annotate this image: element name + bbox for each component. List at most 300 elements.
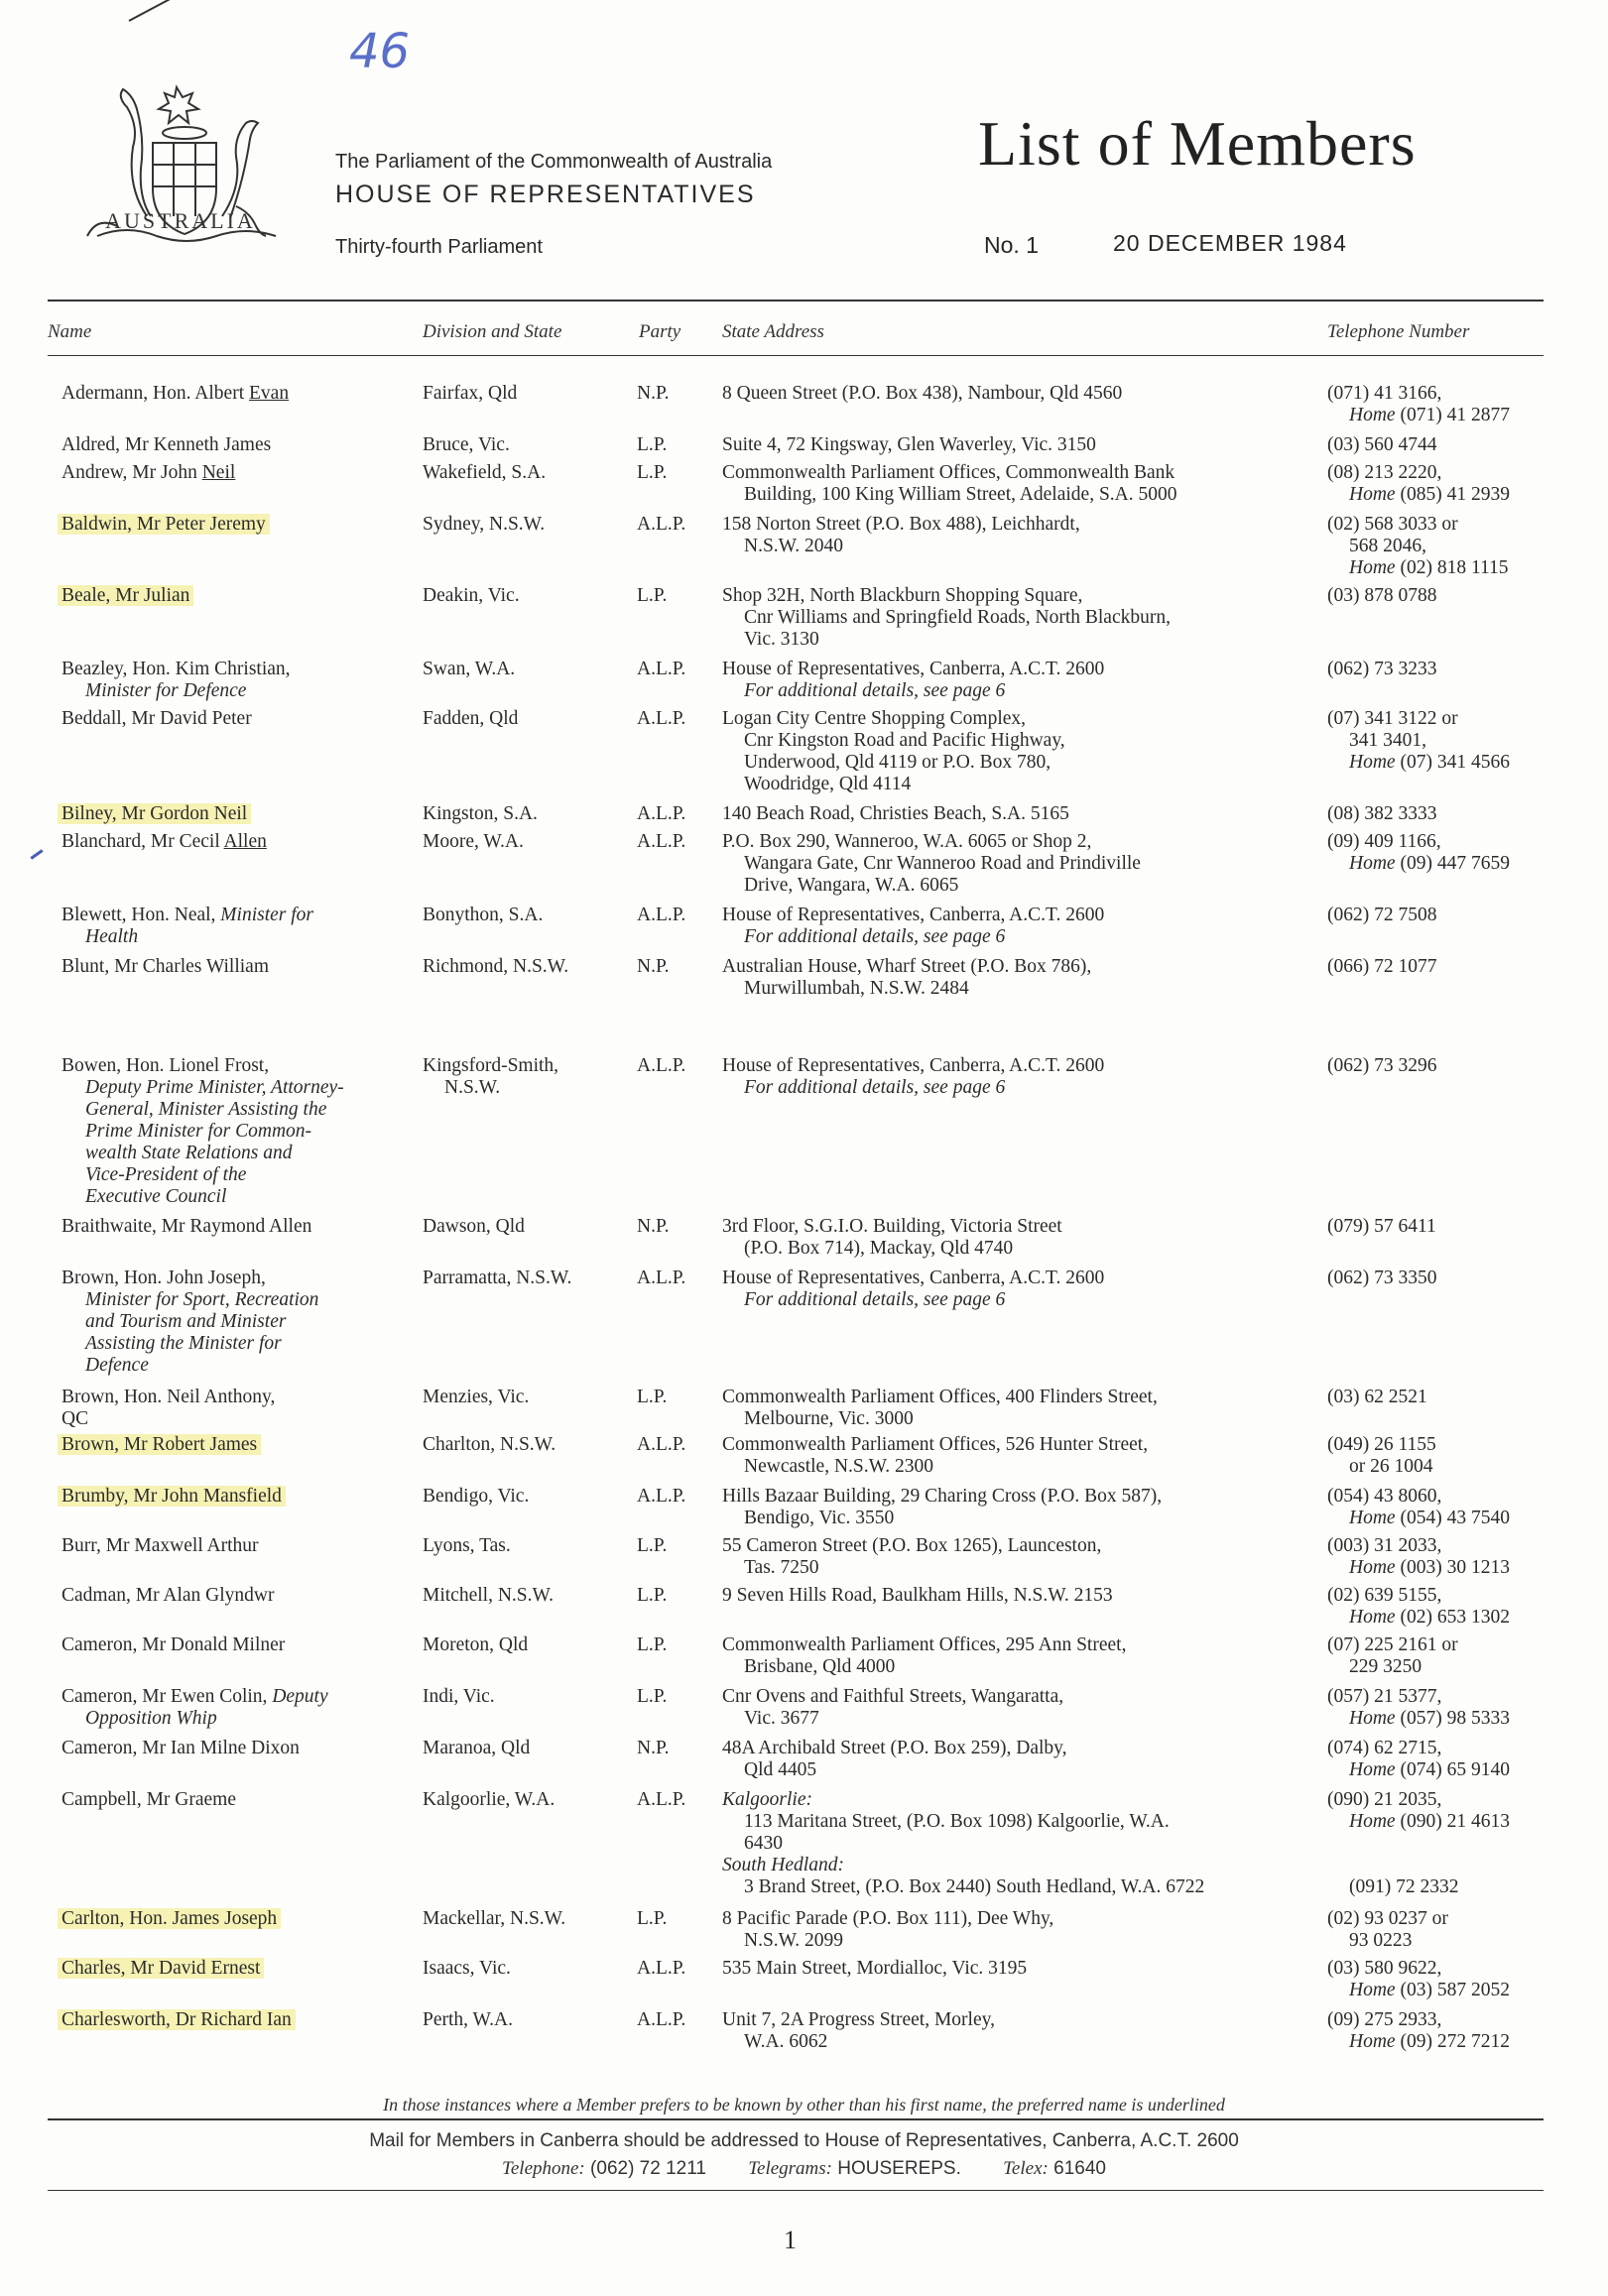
member-name: Adermann, Hon. Albert Evan: [62, 383, 290, 404]
home-label: Home: [1349, 1708, 1396, 1729]
member-name: Cameron, Mr Ian Milne Dixon: [62, 1738, 300, 1758]
address-line: House of Representatives, Canberra, A.C.T. 2600: [722, 1268, 1105, 1288]
division-cell: [423, 1486, 621, 1508]
member-name-cell: [62, 905, 419, 948]
address-line: House of Representatives, Canberra, A.C.T. 2600: [722, 659, 1105, 679]
division-line: Menzies, Vic.: [423, 1387, 530, 1407]
member-name: Blanchard, Mr Cecil Allen: [62, 831, 267, 852]
party-cell: N.P.: [637, 383, 670, 404]
telephone-cell: [1327, 1535, 1565, 1579]
home-label: Home: [1349, 1811, 1396, 1832]
telephone-line: (062) 73 3296: [1327, 1055, 1437, 1076]
address-line: 158 Norton Street (P.O. Box 488), Leichhardt,: [722, 514, 1080, 535]
member-name-cell: [62, 434, 419, 456]
party-cell: A.L.P.: [637, 708, 686, 729]
telephone-cell: [1327, 831, 1565, 875]
member-name: Bowen, Hon. Lionel Frost,: [62, 1055, 270, 1076]
division-cell: [423, 1434, 621, 1456]
address-cell: [722, 1908, 1307, 1952]
address-cell: [722, 1535, 1307, 1579]
party-cell: A.L.P.: [637, 1486, 686, 1507]
member-title-inline: Minister for: [220, 905, 314, 925]
address-line: House of Representatives, Canberra, A.C.T. 2600: [722, 1055, 1105, 1076]
telex-value: 61640: [1053, 2158, 1106, 2179]
telephone-cell: [1327, 2009, 1565, 2053]
address-line: 140 Beach Road, Christies Beach, S.A. 5165: [722, 803, 1069, 824]
telephone-cell: [1327, 956, 1565, 978]
division-cell: [423, 462, 621, 484]
member-name: Campbell, Mr Graeme: [62, 1789, 236, 1810]
telephone-line: (07) 225 2161 or: [1327, 1634, 1458, 1655]
party-cell: L.P.: [637, 1634, 668, 1655]
telephone-cell: [1327, 434, 1565, 456]
telephone-cell: [1327, 1634, 1565, 1678]
party-cell: L.P.: [637, 1387, 668, 1407]
address-line: Vic. 3677: [744, 1708, 819, 1729]
pen-stroke: [129, 0, 235, 22]
address-line: Commonwealth Parliament Offices, 295 Ann Street,: [722, 1634, 1127, 1655]
address-line: Cnr Ovens and Faithful Streets, Wangaratta,: [722, 1686, 1064, 1707]
crest-label: AUSTRALIA: [105, 208, 256, 233]
member-name: Beale, Mr Julian: [58, 585, 193, 606]
member-name-cell: [62, 659, 419, 702]
address-cell: [722, 1387, 1307, 1430]
coat-of-arms-icon: [58, 67, 317, 266]
column-header-rule: [48, 355, 1544, 356]
telephone-line: (02) 568 3033 or: [1327, 514, 1458, 535]
telephone-cell: [1327, 1387, 1565, 1408]
address-cell: [722, 1634, 1307, 1678]
address-line: For additional details, see page 6: [744, 926, 1006, 947]
party-cell: L.P.: [637, 1908, 668, 1929]
telephone-line: or 26 1004: [1349, 1456, 1433, 1477]
member-office: General, Minister Assisting the: [85, 1099, 327, 1120]
document-date: 20 DECEMBER 1984: [1113, 230, 1347, 256]
telephone-cell: [1327, 514, 1565, 579]
telephone-line: Home (02) 653 1302: [1349, 1607, 1510, 1628]
telephone-line: (02) 93 0237 or: [1327, 1908, 1448, 1929]
address-line: South Hedland:: [722, 1855, 844, 1875]
telephone-cell: [1327, 1055, 1565, 1077]
telephone-line: (07) 341 3122 or: [1327, 708, 1458, 729]
address-line: 9 Seven Hills Road, Baulkham Hills, N.S.W. 2153: [722, 1585, 1113, 1606]
telegrams-label: Telegrams:: [748, 2158, 832, 2179]
address-line: Qld 4405: [744, 1759, 817, 1780]
home-label: Home: [1349, 1759, 1396, 1780]
telephone-line: 568 2046,: [1349, 536, 1426, 556]
member-name-cell: [62, 1738, 419, 1759]
member-name: Brown, Hon. John Joseph,: [62, 1268, 266, 1288]
address-line: Australian House, Wharf Street (P.O. Box 786),: [722, 956, 1092, 977]
address-line: Drive, Wangara, W.A. 6065: [744, 875, 959, 896]
member-name-cell: [62, 1958, 419, 1980]
address-line: Tas. 7250: [744, 1557, 819, 1578]
division-line: Kingston, S.A.: [423, 803, 538, 824]
address-cell: [722, 905, 1307, 948]
member-name: Cameron, Mr Donald Milner: [62, 1634, 286, 1655]
division-line: Bendigo, Vic.: [423, 1486, 530, 1507]
telephone-line: Home (085) 41 2939: [1349, 484, 1510, 505]
member-name: Brumby, Mr John Mansfield: [58, 1486, 286, 1507]
address-cell: [722, 1585, 1307, 1607]
address-line: Commonwealth Parliament Offices, 526 Hunter Street,: [722, 1434, 1149, 1455]
telex-label: Telex:: [1003, 2158, 1049, 2179]
telephone-line: (09) 275 2933,: [1327, 2009, 1442, 2030]
telephone-line: Home (07) 341 4566: [1349, 752, 1510, 773]
division-cell: [423, 1789, 621, 1811]
telephone-cell: [1327, 905, 1565, 926]
member-name-cell: [62, 1585, 419, 1607]
member-office: Executive Council: [85, 1186, 227, 1207]
address-line: 8 Pacific Parade (P.O. Box 111), Dee Why,: [722, 1908, 1054, 1929]
address-cell: [722, 1486, 1307, 1529]
mail-instruction: Mail for Members in Canberra should be addressed to House of Representatives, Canberra, A.C.T. 2600: [369, 2130, 1239, 2151]
division-cell: [423, 1055, 621, 1099]
address-line: Commonwealth Parliament Offices, 400 Flinders Street,: [722, 1387, 1158, 1407]
address-line: Bendigo, Vic. 3550: [744, 1508, 895, 1528]
preferred-name: Evan: [249, 383, 290, 404]
division-line: Perth, W.A.: [423, 2009, 514, 2030]
member-name-cell: [62, 1908, 419, 1930]
telephone-line: 341 3401,: [1349, 730, 1426, 751]
address-cell: [722, 2009, 1307, 2053]
address-line: Brisbane, Qld 4000: [744, 1656, 896, 1677]
member-name-cell: [62, 1434, 419, 1456]
address-line: Woodridge, Qld 4114: [744, 774, 912, 794]
division-line: Swan, W.A.: [423, 659, 516, 679]
address-line: House of Representatives, Canberra, A.C.T. 2600: [722, 905, 1105, 925]
telephone-line: (066) 72 1077: [1327, 956, 1437, 977]
header-rule: [48, 300, 1544, 302]
address-cell: [722, 1216, 1307, 1260]
member-name-cell: [62, 803, 419, 825]
home-label: Home: [1349, 752, 1396, 773]
telephone-line: (08) 382 3333: [1327, 803, 1437, 824]
party-cell: L.P.: [637, 1535, 668, 1556]
telephone-line: (062) 73 3350: [1327, 1268, 1437, 1288]
division-line: Indi, Vic.: [423, 1686, 495, 1707]
division-cell: [423, 1585, 621, 1607]
party-cell: L.P.: [637, 585, 668, 606]
division-line: Moore, W.A.: [423, 831, 524, 852]
member-name-cell: [62, 1535, 419, 1557]
member-name: Brown, Mr Robert James: [58, 1434, 261, 1455]
division-cell: [423, 1686, 621, 1708]
address-cell: [722, 462, 1307, 506]
party-cell: A.L.P.: [637, 2009, 686, 2030]
telephone-line: (057) 21 5377,: [1327, 1686, 1442, 1707]
telephone-line: (003) 31 2033,: [1327, 1535, 1442, 1556]
address-line: N.S.W. 2040: [744, 536, 844, 556]
handwritten-page-note: 46: [349, 24, 411, 79]
address-line: N.S.W. 2099: [744, 1930, 844, 1951]
telephone-line: Home (02) 818 1115: [1349, 557, 1509, 578]
address-line: 55 Cameron Street (P.O. Box 1265), Launceston,: [722, 1535, 1102, 1556]
division-cell: [423, 2009, 621, 2031]
member-office: Health: [85, 926, 139, 947]
telephone-line: Home (09) 447 7659: [1349, 853, 1510, 874]
member-name-cell: [62, 956, 419, 978]
member-name: Blunt, Mr Charles William: [62, 956, 270, 977]
address-line: 6430: [744, 1833, 783, 1854]
division-cell: [423, 585, 621, 607]
address-line: Suite 4, 72 Kingsway, Glen Waverley, Vic. 3150: [722, 434, 1096, 455]
party-cell: L.P.: [637, 434, 668, 455]
division-line: Dawson, Qld: [423, 1216, 525, 1237]
address-line: 8 Queen Street (P.O. Box 438), Nambour, Qld 4560: [722, 383, 1123, 404]
address-line: Murwillumbah, N.S.W. 2484: [744, 978, 969, 999]
member-name-continued: QC: [62, 1408, 89, 1429]
telephone-line: (08) 213 2220,: [1327, 462, 1442, 483]
member-name: Blewett, Hon. Neal, Minister for: [62, 905, 314, 925]
address-cell: [722, 585, 1307, 651]
party-cell: L.P.: [637, 1585, 668, 1606]
telephone-line: 93 0223: [1349, 1930, 1413, 1951]
telephone-cell: [1327, 1268, 1565, 1289]
member-office: Minister for Defence: [85, 680, 247, 701]
division-cell: [423, 905, 621, 926]
telephone-line: 229 3250: [1349, 1656, 1422, 1677]
member-name: Carlton, Hon. James Joseph: [58, 1908, 281, 1929]
address-line: For additional details, see page 6: [744, 1289, 1006, 1310]
party-cell: A.L.P.: [637, 659, 686, 679]
division-line: N.S.W.: [444, 1077, 501, 1098]
address-cell: [722, 803, 1307, 825]
member-name-cell: [62, 514, 419, 536]
telephone-label: Telephone:: [502, 2158, 585, 2179]
home-label: Home: [1349, 2031, 1396, 2052]
home-label: Home: [1349, 853, 1396, 874]
party-cell: L.P.: [637, 462, 668, 483]
margin-tick-mark: [30, 849, 43, 859]
telephone-cell: [1327, 1908, 1565, 1952]
member-name-cell: [62, 383, 419, 405]
member-name-cell: [62, 462, 419, 484]
address-cell: [722, 434, 1307, 456]
division-cell: [423, 1908, 621, 1930]
member-name: Beazley, Hon. Kim Christian,: [62, 659, 291, 679]
member-name: Charlesworth, Dr Richard Ian: [58, 2009, 296, 2030]
member-office: Prime Minister for Common-: [85, 1121, 312, 1142]
division-cell: [423, 1387, 621, 1408]
division-line: Bonython, S.A.: [423, 905, 544, 925]
division-line: Deakin, Vic.: [423, 585, 520, 606]
telephone-line: [1327, 1833, 1565, 1855]
division-line: Isaacs, Vic.: [423, 1958, 511, 1979]
telephone-line: (062) 73 3233: [1327, 659, 1437, 679]
member-name-cell: [62, 1634, 419, 1656]
telephone-line: Home (054) 43 7540: [1349, 1508, 1510, 1528]
telephone-value: (062) 72 1211: [590, 2158, 706, 2179]
division-cell: [423, 1216, 621, 1238]
telephone-line: Home (071) 41 2877: [1349, 405, 1510, 425]
member-office: Assisting the Minister for: [85, 1333, 282, 1354]
address-line: 113 Maritana Street, (P.O. Box 1098) Kalgoorlie, W.A.: [744, 1811, 1170, 1832]
home-label: Home: [1349, 1557, 1396, 1578]
member-name: Aldred, Mr Kenneth James: [62, 434, 272, 455]
member-name-cell: [62, 1055, 419, 1208]
telephone-line: (079) 57 6411: [1327, 1216, 1436, 1237]
address-line: (P.O. Box 714), Mackay, Qld 4740: [744, 1238, 1014, 1259]
telephone-cell: [1327, 1434, 1565, 1478]
telephone-line: (03) 62 2521: [1327, 1387, 1427, 1407]
address-line: 3 Brand Street, (P.O. Box 2440) South Hedland, W.A. 6722: [744, 1876, 1205, 1897]
telephone-cell: [1327, 1486, 1565, 1529]
address-line: Kalgoorlie:: [722, 1789, 812, 1810]
column-header-address: State Address: [722, 321, 824, 342]
member-name-cell: [62, 1268, 419, 1377]
member-office: Vice-President of the: [85, 1164, 247, 1185]
member-name-cell: [62, 1216, 419, 1238]
division-line: Kingsford-Smith,: [423, 1055, 559, 1076]
telephone-cell: [1327, 659, 1565, 680]
telephone-line: (074) 62 2715,: [1327, 1738, 1442, 1758]
footer-rule-top: [48, 2118, 1544, 2120]
division-line: Richmond, N.S.W.: [423, 956, 569, 977]
parliament-line: The Parliament of the Commonwealth of Australia: [335, 151, 773, 173]
page-number: 1: [784, 2226, 797, 2254]
address-cell: [722, 708, 1307, 795]
division-line: Maranoa, Qld: [423, 1738, 531, 1758]
address-cell: [722, 514, 1307, 557]
home-label: Home: [1349, 557, 1396, 578]
column-header-telephone: Telephone Number: [1327, 321, 1470, 342]
telephone-cell: [1327, 1789, 1565, 1898]
column-header-division: Division and State: [423, 321, 562, 342]
address-line: 3rd Floor, S.G.I.O. Building, Victoria Street: [722, 1216, 1062, 1237]
party-cell: N.P.: [637, 956, 670, 977]
telephone-cell: [1327, 383, 1565, 426]
address-line: Underwood, Qld 4119 or P.O. Box 780,: [744, 752, 1051, 773]
address-cell: [722, 831, 1307, 897]
telephone-line: Home (074) 65 9140: [1349, 1759, 1510, 1780]
member-name: Bilney, Mr Gordon Neil: [58, 803, 251, 824]
member-name: Baldwin, Mr Peter Jeremy: [58, 514, 270, 535]
telephone-cell: [1327, 1216, 1565, 1238]
house-name: HOUSE OF REPRESENTATIVES: [335, 181, 756, 208]
member-name-cell: [62, 585, 419, 607]
party-cell: N.P.: [637, 1216, 670, 1237]
address-line: W.A. 6062: [744, 2031, 828, 2052]
telephone-line: (054) 43 8060,: [1327, 1486, 1442, 1507]
address-cell: [722, 383, 1307, 405]
party-cell: A.L.P.: [637, 1434, 686, 1455]
telephone-cell: [1327, 1958, 1565, 2001]
division-cell: [423, 803, 621, 825]
member-name: Brown, Hon. Neil Anthony,: [62, 1387, 276, 1407]
address-cell: [722, 1738, 1307, 1781]
telephone-line: (071) 41 3166,: [1327, 383, 1442, 404]
address-line: Cnr Williams and Springfield Roads, North Blackburn,: [744, 607, 1171, 628]
member-name-cell: [62, 1486, 419, 1508]
division-line: Moreton, Qld: [423, 1634, 529, 1655]
address-cell: [722, 659, 1307, 702]
member-office: Minister for Sport, Recreation: [85, 1289, 319, 1310]
column-header-party: Party: [639, 321, 681, 342]
address-cell: [722, 1268, 1307, 1311]
party-cell: A.L.P.: [637, 514, 686, 535]
telephone-line: Home (09) 272 7212: [1349, 2031, 1510, 2052]
member-office: wealth State Relations and: [85, 1143, 293, 1163]
preferred-name-note: In those instances where a Member prefers to be known by other than his first name, the preferred name is underlined: [383, 2095, 1225, 2115]
telephone-line: (049) 26 1155: [1327, 1434, 1436, 1455]
party-cell: A.L.P.: [637, 1958, 686, 1979]
address-cell: [722, 1055, 1307, 1099]
address-line: Vic. 3130: [744, 629, 819, 650]
member-title-inline: Deputy: [272, 1686, 328, 1707]
telephone-cell: [1327, 462, 1565, 506]
party-cell: L.P.: [637, 1686, 668, 1707]
telephone-cell: [1327, 585, 1565, 607]
division-cell: [423, 659, 621, 680]
division-cell: [423, 1268, 621, 1289]
address-cell: [722, 956, 1307, 1000]
telephone-line: Home (03) 587 2052: [1349, 1980, 1510, 2000]
division-line: Fairfax, Qld: [423, 383, 518, 404]
division-line: Lyons, Tas.: [423, 1535, 511, 1556]
division-cell: [423, 1634, 621, 1656]
party-cell: A.L.P.: [637, 905, 686, 925]
home-label: Home: [1349, 405, 1396, 425]
telephone-cell: [1327, 1738, 1565, 1781]
document-title: List of Members: [978, 108, 1417, 179]
telephone-line: Home (003) 30 1213: [1349, 1557, 1510, 1578]
division-line: Parramatta, N.S.W.: [423, 1268, 572, 1288]
division-cell: [423, 1738, 621, 1759]
telephone-line: (03) 878 0788: [1327, 585, 1437, 606]
member-office: and Tourism and Minister: [85, 1311, 287, 1332]
address-line: Commonwealth Parliament Offices, Commonwealth Bank: [722, 462, 1175, 483]
preferred-name: Neil: [201, 462, 236, 483]
telephone-line: (090) 21 2035,: [1327, 1789, 1442, 1810]
division-line: Bruce, Vic.: [423, 434, 510, 455]
address-line: 535 Main Street, Mordialloc, Vic. 3195: [722, 1958, 1028, 1979]
telephone-line: (091) 72 2332: [1349, 1876, 1459, 1897]
address-line: For additional details, see page 6: [744, 1077, 1006, 1098]
address-line: Logan City Centre Shopping Complex,: [722, 708, 1027, 729]
party-cell: A.L.P.: [637, 1268, 686, 1288]
address-line: Shop 32H, North Blackburn Shopping Square,: [722, 585, 1083, 606]
telephone-cell: [1327, 708, 1565, 774]
party-cell: A.L.P.: [637, 1789, 686, 1810]
party-cell: A.L.P.: [637, 831, 686, 852]
address-line: P.O. Box 290, Wanneroo, W.A. 6065 or Shop 2,: [722, 831, 1092, 852]
party-cell: N.P.: [637, 1738, 670, 1758]
member-name: Beddall, Mr David Peter: [62, 708, 252, 729]
division-cell: [423, 1535, 621, 1557]
division-cell: [423, 514, 621, 536]
member-name-cell: [62, 831, 419, 853]
member-name: Burr, Mr Maxwell Arthur: [62, 1535, 259, 1556]
member-office: Deputy Prime Minister, Attorney-: [85, 1077, 344, 1098]
member-name: Cadman, Mr Alan Glyndwr: [62, 1585, 275, 1606]
member-name-cell: [62, 1789, 419, 1811]
member-name: Andrew, Mr John Neil: [62, 462, 236, 483]
division-cell: [423, 831, 621, 853]
address-cell: [722, 1686, 1307, 1730]
address-line: For additional details, see page 6: [744, 680, 1006, 701]
telegrams-value: HOUSEREPS.: [837, 2158, 961, 2179]
address-cell: [722, 1434, 1307, 1478]
address-line: Newcastle, N.S.W. 2300: [744, 1456, 934, 1477]
telephone-cell: [1327, 1686, 1565, 1730]
division-cell: [423, 956, 621, 978]
member-name: Braithwaite, Mr Raymond Allen: [62, 1216, 312, 1237]
telephone-line: (062) 72 7508: [1327, 905, 1437, 925]
telephone-line: (03) 560 4744: [1327, 434, 1437, 455]
division-line: Charlton, N.S.W.: [423, 1434, 557, 1455]
home-label: Home: [1349, 1607, 1396, 1628]
